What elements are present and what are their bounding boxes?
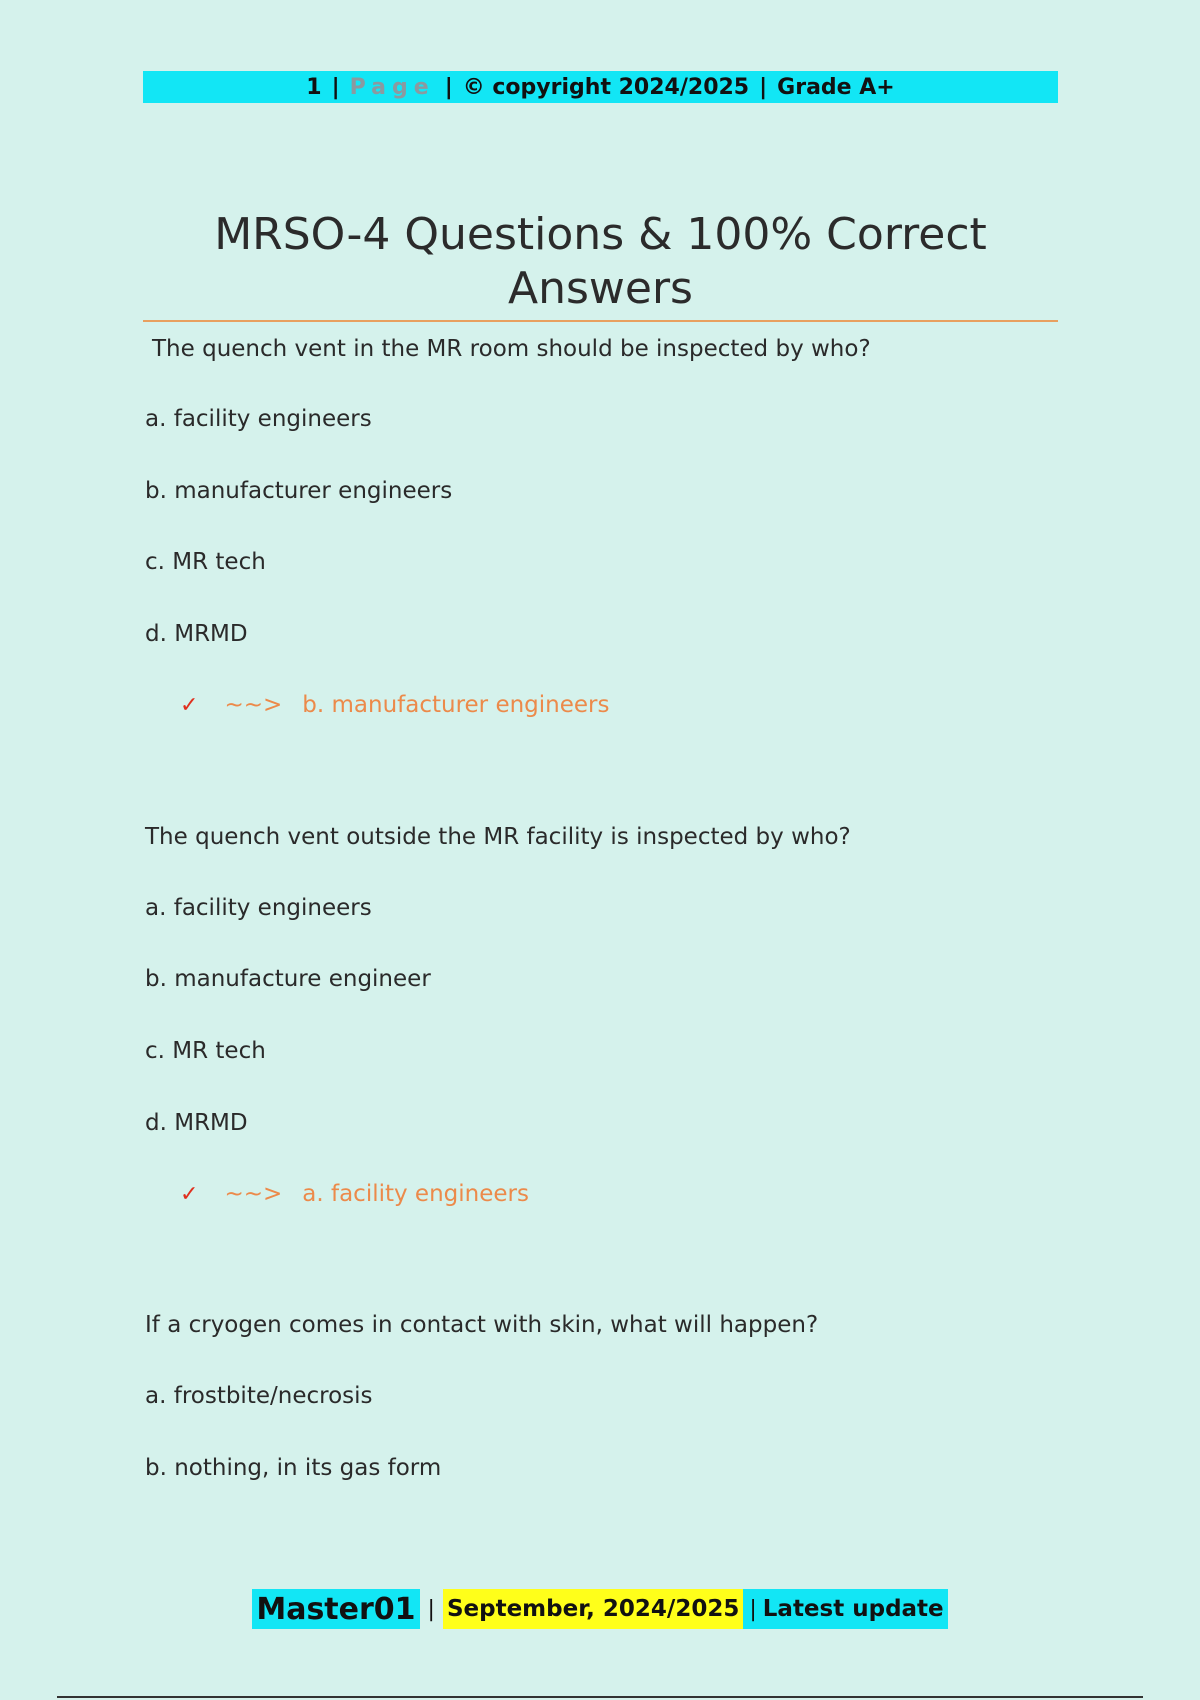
question-3-option-a: a. frostbite/necrosis	[145, 1383, 373, 1409]
footer-update: Latest update	[763, 1589, 948, 1629]
header-separator-3: |	[759, 74, 768, 100]
page-number: 1	[306, 74, 322, 100]
question-2-prompt: The quench vent outside the MR facility is inspected by who?	[145, 824, 851, 850]
question-2-answer	[180, 1181, 529, 1207]
footer-separator-1: |	[427, 1596, 435, 1622]
question-2-option-a: a. facility engineers	[145, 895, 372, 921]
footer-date: September, 2024/2025	[443, 1589, 743, 1629]
question-1-option-b: b. manufacturer engineers	[145, 478, 453, 504]
answer-arrow: ~~>	[224, 692, 283, 718]
document-title: MRSO-4 Questions & 100% Correct Answers	[214, 209, 987, 314]
question-1-answer	[180, 692, 609, 718]
question-1-option-d: d. MRMD	[145, 621, 248, 647]
question-2-option-b: b. manufacture engineer	[145, 966, 431, 992]
header-separator-2: |	[444, 74, 453, 100]
footer-separator-2: |	[743, 1589, 762, 1629]
question-1-prompt: The quench vent in the MR room should be inspected by who?	[152, 336, 871, 362]
bottom-divider	[57, 1696, 1143, 1698]
footer-brand: Master01	[252, 1589, 419, 1629]
question-3-option-b: b. nothing, in its gas form	[145, 1455, 442, 1481]
checkmark-icon: ✓	[180, 1181, 199, 1207]
answer-text: a. facility engineers	[302, 1181, 529, 1207]
grade-text: Grade A+	[777, 74, 895, 100]
page-label: Page	[349, 74, 435, 100]
question-2-option-c: c. MR tech	[145, 1038, 266, 1064]
header-separator-1: |	[331, 74, 340, 100]
answer-text: b. manufacturer engineers	[302, 692, 610, 718]
checkmark-icon: ✓	[180, 692, 199, 718]
page-footer	[0, 1589, 1200, 1629]
page-header	[143, 71, 1058, 103]
copyright-text: © copyright 2024/2025	[462, 74, 750, 100]
title-divider	[143, 320, 1058, 322]
question-2-option-d: d. MRMD	[145, 1110, 248, 1136]
question-1-option-c: c. MR tech	[145, 549, 266, 575]
question-1-option-a: a. facility engineers	[145, 406, 372, 432]
answer-arrow: ~~>	[224, 1181, 283, 1207]
question-3-prompt: If a cryogen comes in contact with skin, what will happen?	[145, 1312, 819, 1338]
